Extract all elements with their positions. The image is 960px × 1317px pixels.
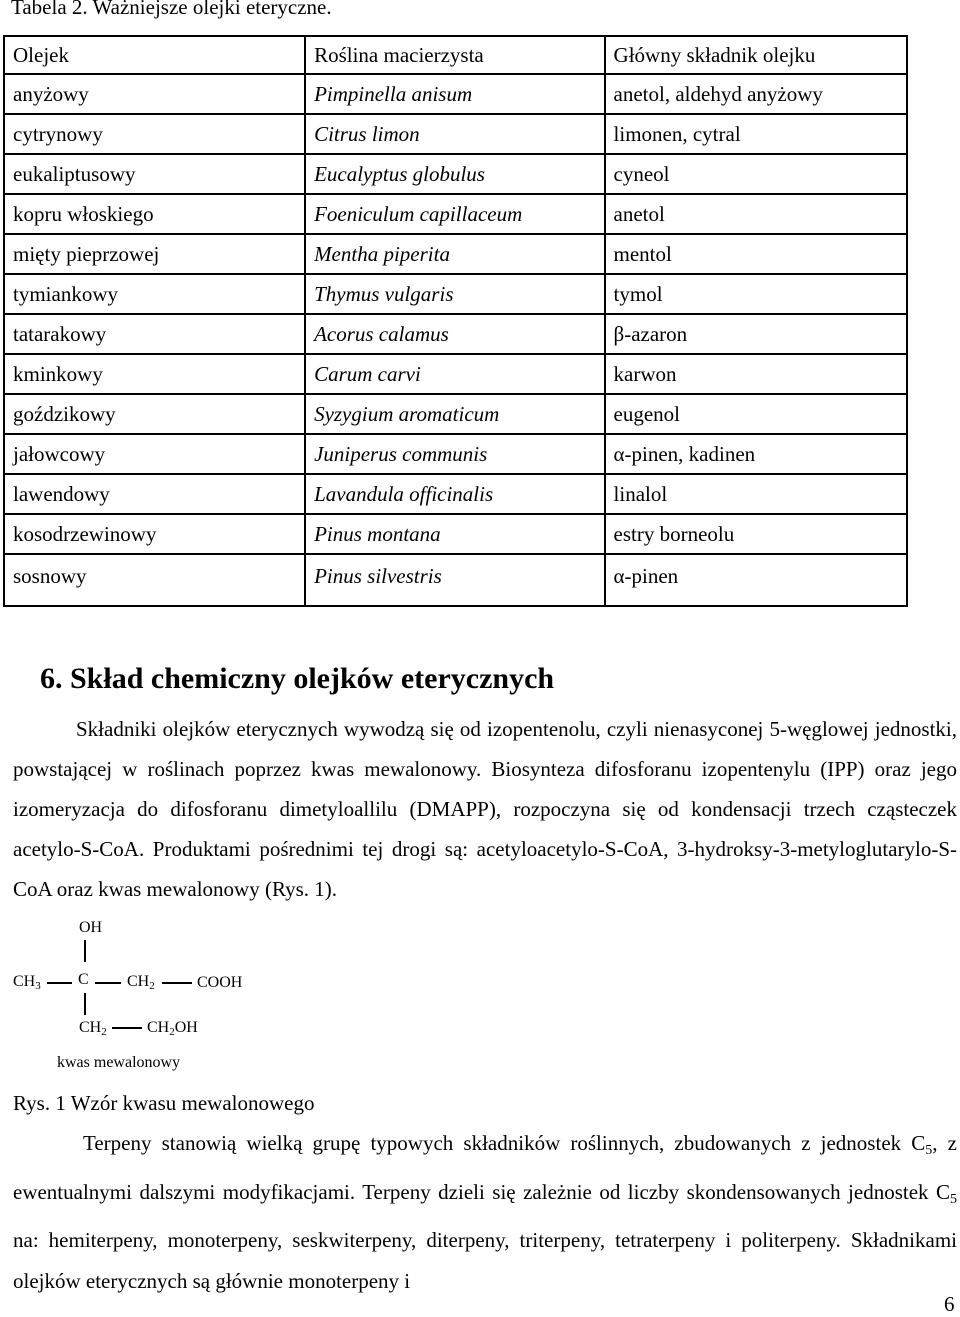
formula-ch2-b: $CH_2$ <box>79 1019 107 1038</box>
table-row <box>4 74 907 114</box>
main-component: linalol <box>605 474 907 514</box>
table-row <box>4 554 907 606</box>
section-heading: 6. Skład chemiczny olejków eterycznych <box>40 662 555 695</box>
bond-ch2-cooh <box>162 982 192 984</box>
plant-name: Pinus montana <box>305 514 604 554</box>
plant-name: Thymus vulgaris <box>305 274 604 314</box>
paragraph-biosynthesis: Składniki olejków eterycznych wywodzą się od izopentenolu, czyli nienasyconej 5-węglowej jednostki, powstającej w roślinach poprzez kwas mewalonowy. Biosynteza difosforanu izopentenylu (IPP) oraz jego izomeryzacja do difosforanu dimetyloallilu (DMAPP), rozpoczyna się od kondensacji trzech cząsteczek acetylo-S-CoA. Produktami pośrednimi tej drogi są: acetyloacetylo-S-CoA, 3-hydroksy-3-metyloglutarylo-S-CoA oraz kwas mewalonowy (Rys. 1). <box>13 717 957 901</box>
main-component: anetol, aldehyd anyżowy <box>605 74 907 114</box>
table-row <box>4 474 907 514</box>
oil-name: tymiankowy <box>4 274 305 314</box>
bond-ch2-ch2oh <box>112 1027 142 1029</box>
formula-oh: OH <box>79 919 103 936</box>
main-component: α-pinen <box>605 554 907 606</box>
main-component: karwon <box>605 354 907 394</box>
bond-c-ch2-b <box>84 993 86 1015</box>
table-row <box>4 154 907 194</box>
figure-caption: Rys. 1 Wzór kwasu mewalonowego <box>13 1091 315 1115</box>
header-oil: Olejek <box>4 36 305 74</box>
main-component: estry borneolu <box>605 514 907 554</box>
bond-c-oh <box>84 940 86 962</box>
table-caption: Tabela 2. Ważniejsze olejki eteryczne. <box>11 0 332 19</box>
table-row <box>4 274 907 314</box>
plant-name: Pimpinella anisum <box>305 74 604 114</box>
main-component: α-pinen, kadinen <box>605 434 907 474</box>
header-plant: Roślina macierzysta <box>305 36 604 74</box>
paragraph-terpenes: Terpeny stanowią wielką grupę typowych składników roślinnych, zbudowanych z jednostek $C_5$, z ewentualnymi dalszymi modyfikacjami. Terpeny dzieli się zależnie od liczby skondensowanych jednostek $C_5$ na: hemiterpeny, monoterpeny, seskwiterpeny, diterpeny, triterpeny, tetraterpeny i politerpeny. Składnikami olejków eterycznych są głównie monoterpeny i <box>13 1131 957 1293</box>
plant-name: Foeniculum capillaceum <box>305 194 604 234</box>
table-header-row <box>4 36 907 74</box>
formula-ch2-a: $CH_2$ <box>127 973 155 992</box>
main-component: limonen, cytral <box>605 114 907 154</box>
oil-name: goździkowy <box>4 394 305 434</box>
table-row <box>4 314 907 354</box>
main-component: β-azaron <box>605 314 907 354</box>
plant-name: Acorus calamus <box>305 314 604 354</box>
plant-name: Mentha piperita <box>305 234 604 274</box>
formula-label: kwas mewalonowy <box>57 1054 181 1071</box>
main-component: anetol <box>605 194 907 234</box>
oil-name: anyżowy <box>4 74 305 114</box>
table-row <box>4 114 907 154</box>
plant-name: Pinus silvestris <box>305 554 604 606</box>
formula-c: C <box>78 971 89 988</box>
bond-ch3-c <box>47 982 72 984</box>
bond-c-ch2 <box>95 982 121 984</box>
oil-name: cytrynowy <box>4 114 305 154</box>
table-row <box>4 234 907 274</box>
oil-name: mięty pieprzowej <box>4 234 305 274</box>
main-component: mentol <box>605 234 907 274</box>
plant-name: Lavandula officinalis <box>305 474 604 514</box>
formula-ch3: $CH_3$ <box>13 973 41 992</box>
oil-name: eukaliptusowy <box>4 154 305 194</box>
main-component: tymol <box>605 274 907 314</box>
oil-name: kminkowy <box>4 354 305 394</box>
plant-name: Syzygium aromaticum <box>305 394 604 434</box>
plant-name: Juniperus communis <box>305 434 604 474</box>
plant-name: Citrus limon <box>305 114 604 154</box>
oil-name: kosodrzewinowy <box>4 514 305 554</box>
oil-name: tatarakowy <box>4 314 305 354</box>
table-body <box>4 36 907 606</box>
plant-name: Eucalyptus globulus <box>305 154 604 194</box>
table-row <box>4 354 907 394</box>
table-row <box>4 394 907 434</box>
table-row <box>4 434 907 474</box>
oil-name: sosnowy <box>4 554 305 606</box>
oil-name: kopru włoskiego <box>4 194 305 234</box>
header-component: Główny składnik olejku <box>605 36 907 74</box>
oil-name: jałowcowy <box>4 434 305 474</box>
main-component: cyneol <box>605 154 907 194</box>
page-number: 6 <box>944 1292 955 1316</box>
plant-name: Carum carvi <box>305 354 604 394</box>
formula-cooh: COOH <box>197 974 243 991</box>
essential-oils-table <box>3 35 908 607</box>
table-row <box>4 194 907 234</box>
oil-name: lawendowy <box>4 474 305 514</box>
table-row <box>4 514 907 554</box>
formula-ch2oh: $CH_2OH$ <box>147 1019 198 1038</box>
main-component: eugenol <box>605 394 907 434</box>
